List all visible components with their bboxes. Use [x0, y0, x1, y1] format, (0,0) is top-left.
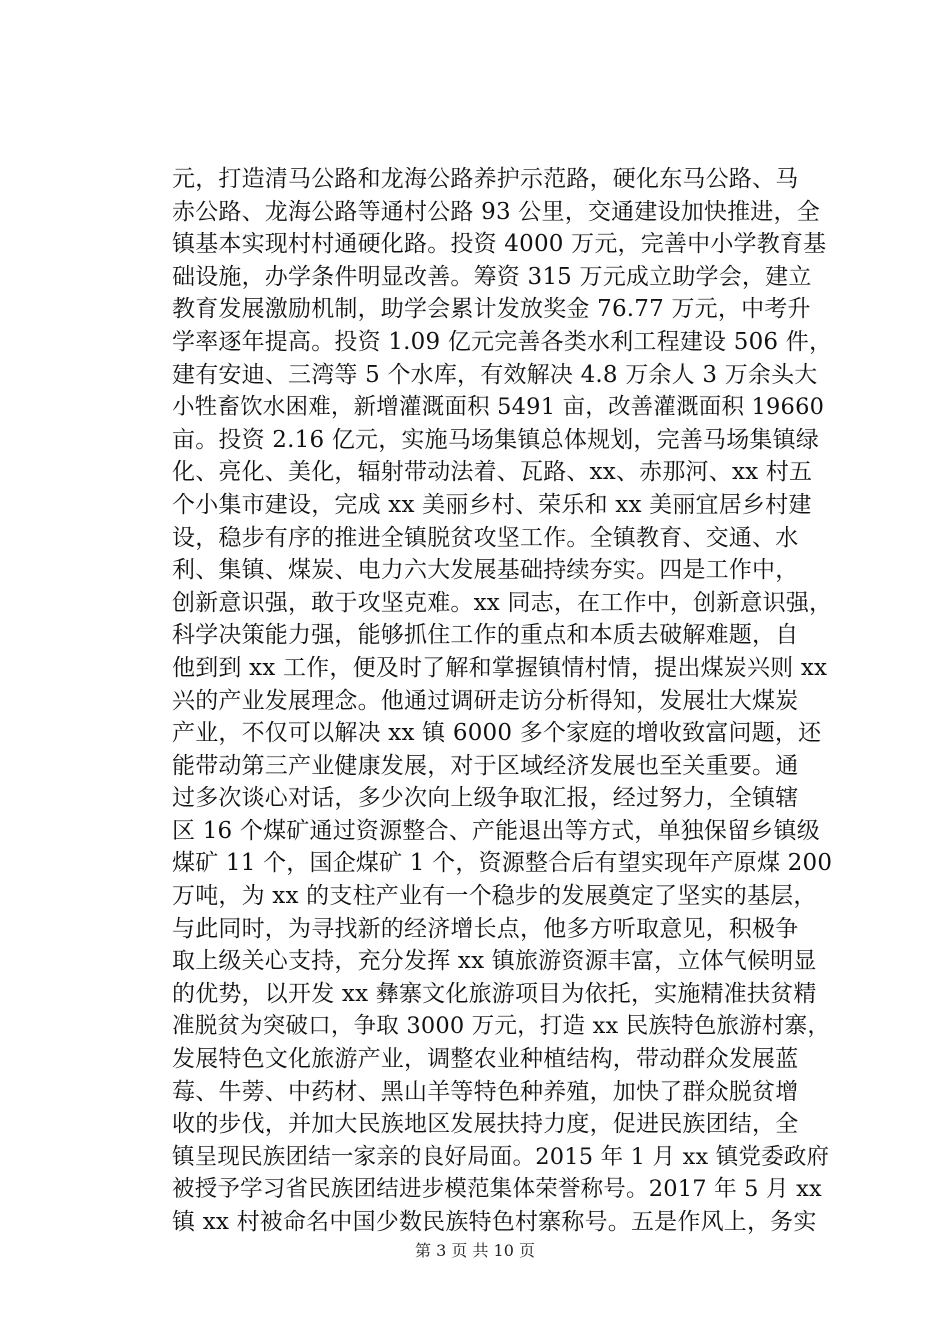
text-line: 创新意识强，敢于攻坚克难。xx 同志，在工作中，创新意识强，: [172, 589, 833, 616]
text-line: 础设施，办学条件明显改善。筹资 315 万元成立助学会，建立: [172, 263, 812, 290]
text-line: 小牲畜饮水困难，新增灌溉面积 5491 亩，改善灌溉面积 19660: [172, 394, 825, 421]
text-line: 万吨，为 xx 的支柱产业有一个稳步的发展奠定了坚实的基层，: [172, 883, 817, 910]
text-line: 煤矿 11 个，国企煤矿 1 个，资源整合后有望实现年产原煤 200: [172, 850, 833, 877]
text-line: 利、集镇、煤炭、电力六大发展基础持续夯实。四是工作中，: [172, 557, 799, 584]
text-line: 产业，不仅可以解决 xx 镇 6000 多个家庭的增收致富问题，还: [172, 720, 822, 747]
text-line: 过多次谈心对话，多少次向上级争取汇报，经过努力，全镇辖: [172, 785, 799, 812]
page-number: 第 3 页 共 10 页: [415, 1241, 535, 1260]
text-line: 学率逐年提高。投资 1.09 亿元完善各类水利工程建设 506 件，: [172, 328, 833, 355]
text-line: 亩。投资 2.16 亿元，实施马场集镇总体规划，完善马场集镇绿: [172, 426, 820, 453]
text-line: 个小集市建设，完成 xx 美丽乡村、荣乐和 xx 美丽宜居乡村建: [172, 491, 812, 518]
text-line: 教育发展激励机制，助学会累计发放奖金 76.77 万元，中考升: [172, 296, 811, 323]
text-line: 镇基本实现村村通硬化路。投资 4000 万元，完善中小学教育基: [172, 231, 827, 258]
body-text: [172, 163, 832, 1239]
page-footer: [0, 1238, 950, 1261]
text-line: 的优势，以开发 xx 彝寨文化旅游项目为依托，实施精准扶贫精: [172, 980, 817, 1007]
text-line: 区 16 个煤矿通过资源整合、产能退出等方式，单独保留乡镇级: [172, 817, 820, 844]
text-line: 与此同时，为寻找新的经济增长点，他多方听取意见，积极争: [172, 915, 799, 942]
text-line: 镇呈现民族团结一家亲的良好局面。2015 年 1 月 xx 镇党委政府: [172, 1143, 830, 1170]
text-line: 取上级关心支持，充分发挥 xx 镇旅游资源丰富，立体气候明显: [172, 948, 817, 975]
text-line: 设，稳步有序的推进全镇脱贫攻坚工作。全镇教育、交通、水: [172, 524, 799, 551]
text-line: 收的步伐，并加大民族地区发展扶持力度，促进民族团结，全: [172, 1111, 799, 1138]
text-line: 准脱贫为突破口，争取 3000 万元，打造 xx 民族特色旅游村寨，: [172, 1013, 831, 1040]
text-line: 莓、牛蒡、中药材、黑山羊等特色种养殖，加快了群众脱贫增: [172, 1078, 799, 1105]
text-line: 元，打造清马公路和龙海公路养护示范路，硬化东马公路、马: [172, 166, 799, 192]
text-line: 兴的产业发展理念。他通过调研走访分析得知，发展壮大煤炭: [172, 687, 799, 714]
text-line: 能带动第三产业健康发展，对于区域经济发展也至关重要。通: [172, 752, 799, 779]
text-line: 发展特色文化旅游产业，调整农业种植结构，带动群众发展蓝: [172, 1046, 799, 1073]
text-line: 被授予学习省民族团结进步模范集体荣誉称号。2017 年 5 月 xx: [172, 1176, 822, 1203]
text-line: 建有安迪、三湾等 5 个水库，有效解决 4.8 万余人 3 万余头大: [172, 361, 818, 388]
text-line: 他到到 xx 工作，便及时了解和掌握镇情村情，提出煤炭兴则 xx: [172, 654, 828, 681]
text-line: 镇 xx 村被命名中国少数民族特色村寨称号。五是作风上，务实: [172, 1209, 817, 1235]
text-line: 赤公路、龙海公路等通村公路 93 公里，交通建设加快推进，全: [172, 198, 820, 225]
text-line: 化、亮化、美化，辐射带动法着、瓦路、xx、赤那河、xx 村五: [172, 459, 813, 486]
text-line: 科学决策能力强，能够抓住工作的重点和本质去破解难题，自: [172, 622, 799, 649]
